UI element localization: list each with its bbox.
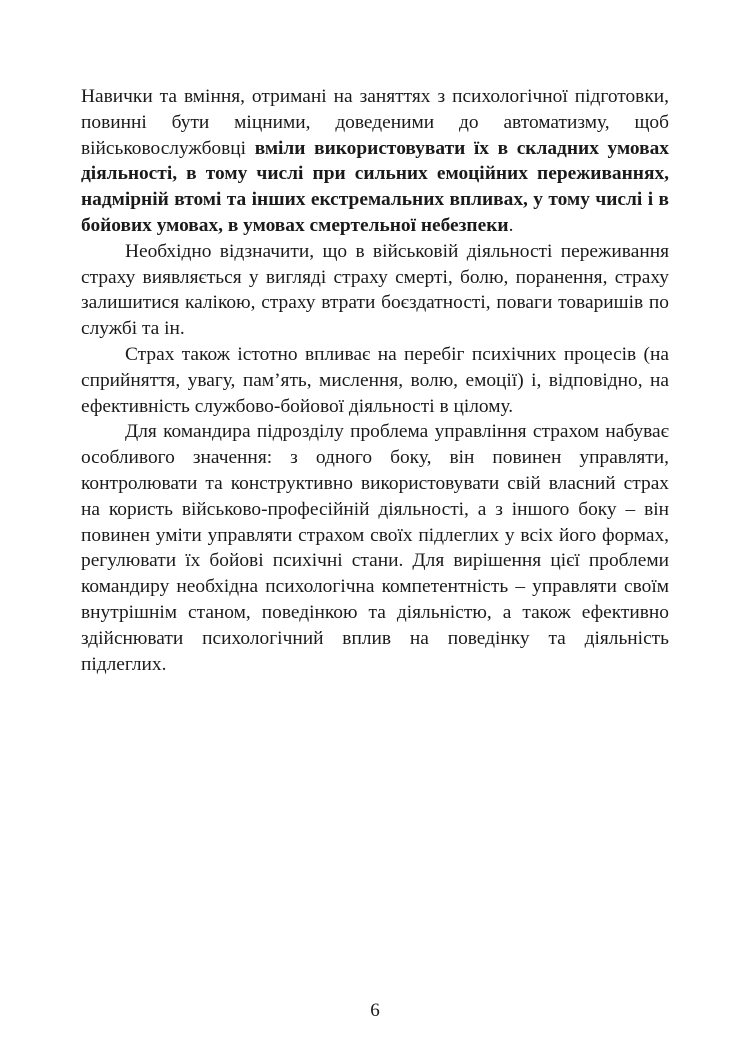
paragraph-4-text: Для командира підрозділу проблема управління страхом набуває особливого значення: з одного боку, він повинен управляти, контролювати та конструктивно використовувати свій власний страх на користь військово-професійній діяльності, а з іншого боку – він повинен уміти управляти страхом своїх підлеглих у всіх його формах, регулювати їх бойові психічні стани. Для вирішення цієї проблеми командиру необхідна психологічна компетентність – управляти своїм внутрішнім станом, поведінкою та діяльністю, а також ефективно здійснювати психологічний вплив на поведінку та діяльність підлеглих. — [81, 421, 669, 675]
paragraph-4 — [81, 419, 669, 677]
paragraph-1-text: Навички та вміння, отримані на заняттях з психологічної підготовки, повинні бути міцними, доведеними до автоматизму, щоб військовослужбовці — [81, 86, 669, 159]
body-text — [81, 84, 669, 677]
paragraph-1-end: . — [508, 214, 514, 236]
paragraph-2-text: Необхідно відзначити, що в військовій діяльності переживання страху виявляється у вигляді страху смерті, болю, поранення, страху залишитися калікою, страху втрати боєздатності, поваги товаришів по службі та ін. — [81, 240, 669, 340]
paragraph-1 — [81, 84, 669, 239]
page-number: 6 — [370, 1000, 380, 1021]
paragraph-3 — [81, 342, 669, 419]
paragraph-3-text: Страх також істотно впливає на перебіг психічних процесів (на сприйняття, увагу, пам’ять, мислення, волю, емоції) і, відповідно, на ефективність службово-бойової діяльності в цілому. — [81, 343, 669, 417]
paragraph-1-bold-text: вміли використовувати їх в складних умовах діяльності, в тому числі при сильних емоційних переживаннях, надмірній втомі та інших екстремальних впливах, у тому числі і в бойових умовах, в умовах смертельної небезпеки — [81, 137, 669, 236]
paragraph-2 — [81, 239, 669, 342]
